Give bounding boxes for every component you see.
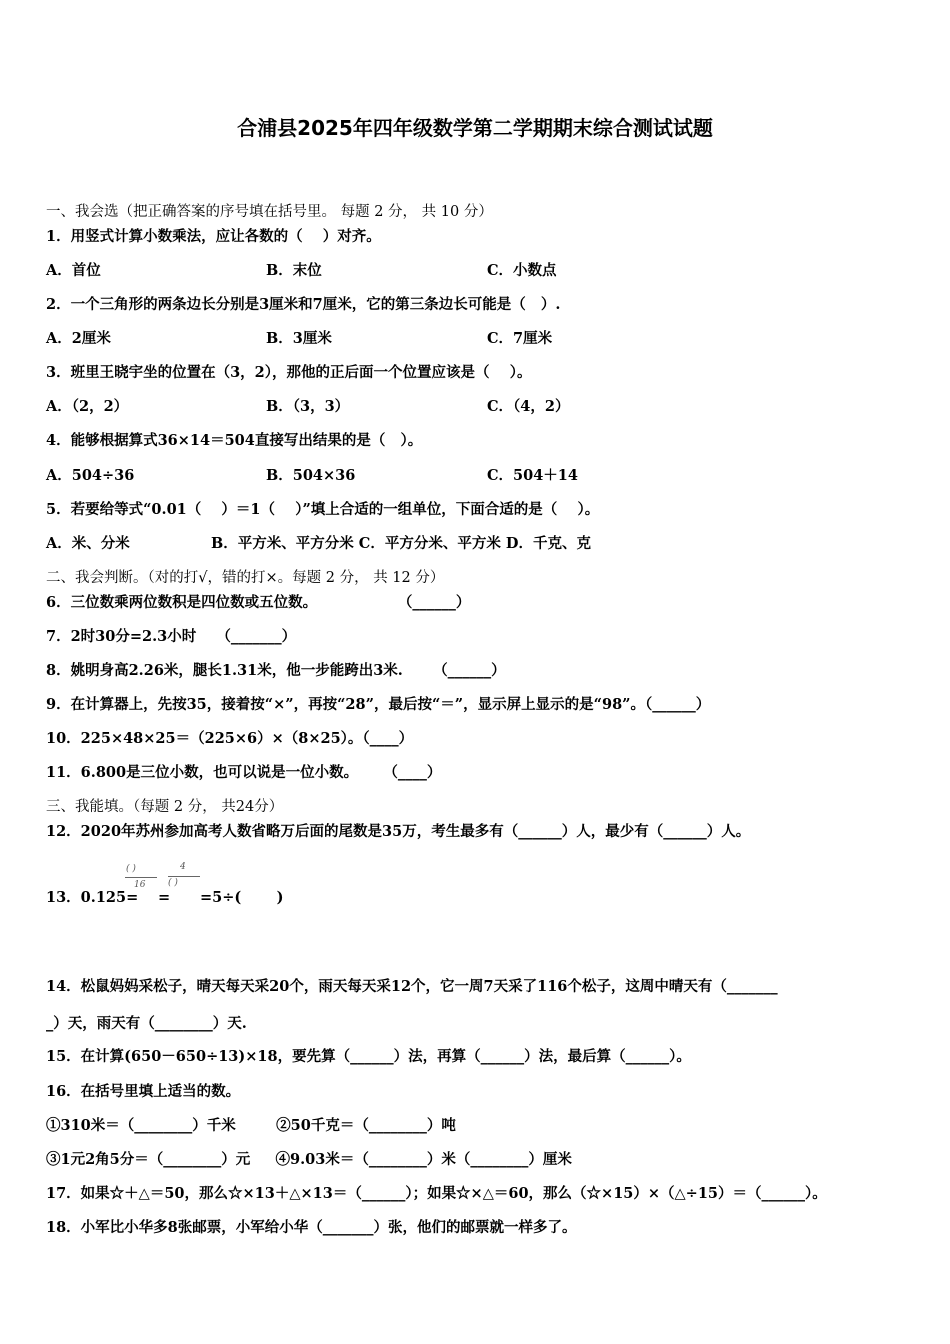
question-13-prefix: 13．0.125=: [46, 889, 139, 906]
question-3-option-b: B．（3，3）: [266, 398, 350, 415]
question-14-line-1: 14．松鼠妈妈采松子，晴天每天采20个，雨天每天采12个，它一周7天采了116个松子，这周中晴天有（_______: [46, 978, 778, 995]
question-4: 4．能够根据算式36×14＝504直接写出结果的是（ ）。: [46, 432, 423, 449]
section-2-heading: 二、我会判断。（对的打√，错的打×。每题 2 分， 共 12 分）: [46, 570, 445, 586]
question-9: 9．在计算器上，先按35，接着按“×”，再按“28”，最后按“＝”，显示屏上显示的是“98”。（______）: [46, 696, 711, 713]
fraction-2-bar: [168, 876, 200, 877]
question-14-line-2: _）天，雨天有（________）天.: [46, 1015, 247, 1032]
question-5: 5．若要给等式“0.01（ ）＝1（ ）”填上合适的一组单位，下面合适的是（ ）。: [46, 501, 600, 518]
question-3: 3．班里王晓宇坐的位置在（3，2），那他的正后面一个位置应该是（ ）。: [46, 364, 532, 381]
question-5-option-a: A．米、分米: [46, 535, 130, 552]
question-10: 10．225×48×25＝（225×6）×（8×25）。（____）: [46, 730, 414, 747]
question-13-suffix: =5÷( ): [200, 889, 284, 906]
question-18: 18．小军比小华多8张邮票，小军给小华（_______）张，他们的邮票就一样多了。: [46, 1219, 577, 1236]
question-4-option-c: C．504＋14: [487, 467, 578, 484]
question-2: 2．一个三角形的两条边长分别是3厘米和7厘米，它的第三条边长可能是（ ）.: [46, 296, 561, 313]
question-2-option-c: C．7厘米: [487, 330, 553, 347]
question-2-option-a: A．2厘米: [46, 330, 111, 347]
section-1-heading: 一、我会选（把正确答案的序号填在括号里。 每题 2 分， 共 10 分）: [46, 204, 493, 220]
fraction-1-numerator: ( ): [126, 864, 136, 874]
question-17: 17．如果☆＋△＝50，那么☆×13＋△×13＝（______）；如果☆×△＝60，那么（☆×15）×（△÷15）＝（______）。: [46, 1185, 827, 1202]
question-4-option-a: A．504÷36: [46, 467, 135, 484]
question-6: 6．三位数乘两位数积是四位数或五位数。 （______）: [46, 594, 471, 611]
question-12: 12．2020年苏州参加高考人数省略万后面的尾数是35万，考生最多有（______）人，最少有（______）人。: [46, 823, 751, 840]
page-title: 合浦县2025年四年级数学第二学期期末综合测试试题: [237, 116, 713, 140]
question-16: 16．在括号里填上适当的数。: [46, 1083, 241, 1100]
question-15: 15．在计算(650－650÷13)×18，要先算（______）法，再算（______）法，最后算（______）。: [46, 1048, 691, 1065]
question-13-equals: =: [158, 889, 171, 906]
question-2-option-b: B．3厘米: [266, 330, 332, 347]
question-7: 7．2时30分=2.3小时 （_______）: [46, 628, 297, 645]
question-16-part-a: ①310米＝（________）千米 ②50千克＝（________）吨: [46, 1117, 456, 1134]
question-3-option-a: A．（2，2）: [46, 398, 129, 415]
fraction-2-denominator: ( ): [168, 878, 178, 888]
question-11: 11．6.800是三位小数，也可以说是一位小数。 （____）: [46, 764, 442, 781]
question-3-option-c: C．（4，2）: [487, 398, 570, 415]
question-1-option-b: B．末位: [266, 262, 322, 279]
question-8: 8．姚明身高2.26米，腿长1.31米，他一步能跨出3米. （______）: [46, 662, 506, 679]
fraction-1-bar: [125, 877, 157, 878]
question-16-part-b: ③1元2角5分＝（________）元 ④9.03米＝（________）米（________）厘米: [46, 1151, 572, 1168]
fraction-2-numerator: 4: [180, 862, 186, 872]
question-4-option-b: B．504×36: [266, 467, 356, 484]
question-1-option-a: A．首位: [46, 262, 101, 279]
question-5-options-bcd: B．平方米、平方分米 C．平方分米、平方米 D．千克、克: [211, 535, 591, 552]
question-1-option-c: C．小数点: [487, 262, 557, 279]
question-1: 1．用竖式计算小数乘法，应让各数的（ ）对齐。: [46, 228, 381, 245]
fraction-1-denominator: 16: [134, 880, 146, 890]
section-3-heading: 三、我能填。（每题 2 分， 共24分）: [46, 799, 284, 815]
